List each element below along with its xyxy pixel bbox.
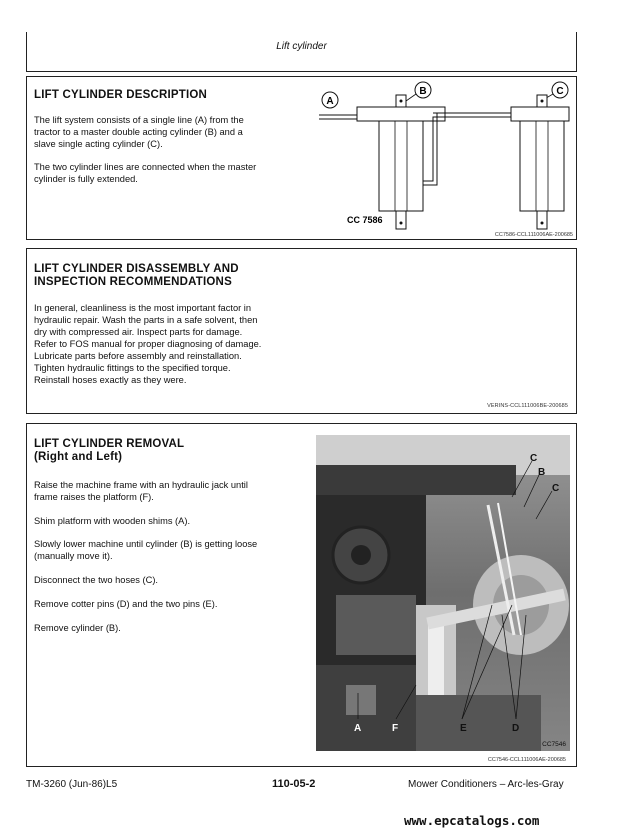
section-title-line-2: INSPECTION RECOMMENDATIONS xyxy=(34,276,232,288)
paragraph-line: The lift system consists of a single line (A) from the xyxy=(34,115,244,125)
section-removal xyxy=(26,423,577,767)
footer-page-number: 110-05-2 xyxy=(272,778,316,790)
paragraph-line: cylinder is fully extended. xyxy=(34,174,138,184)
section-description xyxy=(26,76,577,240)
step-line: Slowly lower machine until cylinder (B) is getting loose xyxy=(34,539,258,549)
figure-code: CC 7586 xyxy=(347,215,383,225)
section-title-line-1: LIFT CYLINDER REMOVAL xyxy=(34,438,185,450)
removal-photo xyxy=(316,435,570,764)
step-line: Remove cotter pins (D) and the two pins (E). xyxy=(34,599,218,609)
step-line: Raise the machine frame with an hydraulic jack until xyxy=(34,480,248,490)
label-c: C xyxy=(556,86,564,97)
photo-label-c: C xyxy=(552,483,560,494)
paragraph-line: Reinstall hoses exactly as they were. xyxy=(34,375,187,385)
paragraph-line: Lubricate parts before assembly and reinstallation. xyxy=(34,351,242,361)
photo-label-b: B xyxy=(538,467,546,478)
photo-label-a: A xyxy=(354,723,362,734)
step-line: Remove cylinder (B). xyxy=(34,623,121,633)
label-a: A xyxy=(326,96,334,107)
step-line: (manually move it). xyxy=(34,551,113,561)
section-title-line-2: (Right and Left) xyxy=(34,451,123,463)
section-title: LIFT CYLINDER DESCRIPTION xyxy=(34,89,208,101)
paragraph-line: The two cylinder lines are connected when the master xyxy=(34,162,257,172)
footer-product: Mower Conditioners – Arc-les-Gray xyxy=(408,779,564,790)
label-b: B xyxy=(419,86,427,97)
paragraph-line: In general, cleanliness is the most important factor in xyxy=(34,303,252,313)
photo-label-c: C xyxy=(530,453,538,464)
step-line: frame raises the platform (F). xyxy=(34,492,154,502)
footer-manual-id: TM-3260 (Jun-86)L5 xyxy=(26,779,118,790)
paragraph-line: hydraulic repair. Wash the parts in a safe solvent, then xyxy=(34,315,258,325)
slave-cylinder xyxy=(511,95,569,229)
photo-label-d: D xyxy=(512,723,520,734)
master-cylinder xyxy=(357,95,445,229)
step-line: Disconnect the two hoses (C). xyxy=(34,575,159,585)
photo-label-e: E xyxy=(460,723,467,734)
callout-b xyxy=(406,82,431,101)
cylinder-schematic xyxy=(315,77,577,240)
photo-code: CC7546 xyxy=(542,741,566,748)
photo-label-f: F xyxy=(392,723,399,734)
paragraph-line: Refer to FOS manual for proper diagnosing of damage. xyxy=(34,339,262,349)
watermark-url: www.epcatalogs.com xyxy=(404,813,540,828)
page-header xyxy=(26,32,577,72)
section-disassembly xyxy=(26,248,577,414)
paragraph-line: tractor to a master double acting cylinder (B) and a xyxy=(34,127,243,137)
section-ref: VERINS-CCL111006BE-200685 xyxy=(487,403,568,409)
header-title: Lift cylinder xyxy=(276,41,327,52)
section-title-line-1: LIFT CYLINDER DISASSEMBLY AND xyxy=(34,263,239,275)
paragraph-line: Tighten hydraulic fittings to the specified torque. xyxy=(34,363,231,373)
callout-a xyxy=(322,92,338,108)
photo-ref: CC7546-CCL111006AE-200685 xyxy=(487,757,566,763)
paragraph-line: slave single acting cylinder (C). xyxy=(34,139,163,149)
paragraph-line: dry with compressed air. Inspect parts for damage. xyxy=(34,327,243,337)
figure-ref: CC7586-CCL111006AE-200685 xyxy=(494,232,573,238)
step-line: Shim platform with wooden shims (A). xyxy=(34,516,191,526)
